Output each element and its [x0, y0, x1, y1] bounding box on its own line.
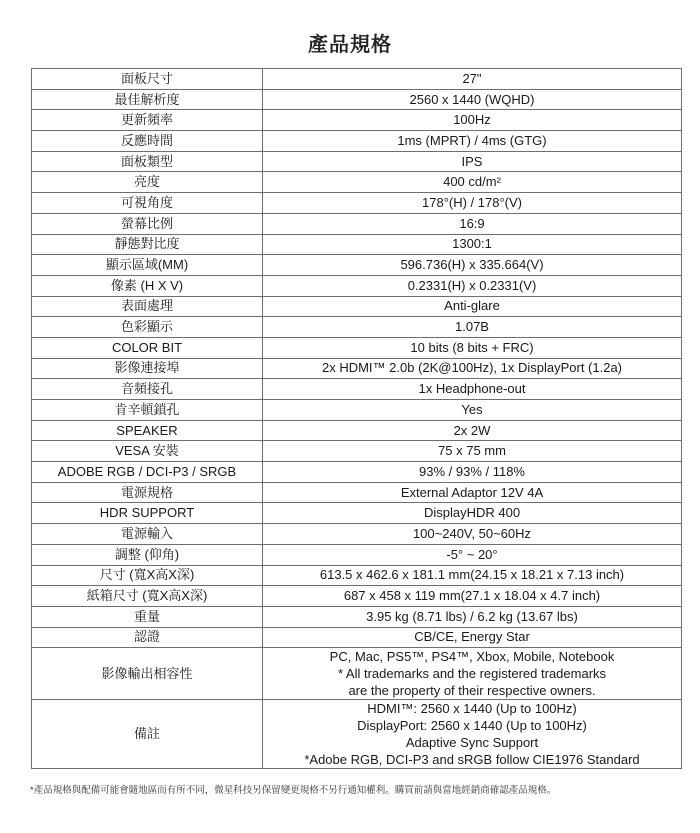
spec-value: 400 cd/m² — [263, 172, 682, 193]
spec-label: 色彩顯示 — [32, 317, 263, 338]
spec-row — [32, 255, 682, 276]
spec-label: HDR SUPPORT — [32, 503, 263, 524]
spec-row — [32, 358, 682, 379]
spec-value: IPS — [263, 151, 682, 172]
spec-row — [32, 565, 682, 586]
spec-row — [32, 131, 682, 152]
compat-line: * All trademarks and the registered trademarks — [337, 666, 607, 682]
spec-row — [32, 89, 682, 110]
spec-value: 27" — [263, 69, 682, 90]
spec-value: 10 bits (8 bits + FRC) — [263, 337, 682, 358]
spec-value: CB/CE, Energy Star — [263, 627, 682, 648]
spec-label: 電源輸入 — [32, 524, 263, 545]
compat-line: are the property of their respective owners. — [348, 683, 596, 699]
spec-row — [32, 193, 682, 214]
spec-label: 備註 — [32, 700, 263, 769]
spec-label: 音頻接孔 — [32, 379, 263, 400]
spec-row — [32, 441, 682, 462]
spec-value: 16:9 — [263, 213, 682, 234]
spec-label: 可視角度 — [32, 193, 263, 214]
spec-value: 613.5 x 462.6 x 181.1 mm(24.15 x 18.21 x 7.13 inch) — [263, 565, 682, 586]
spec-label: 影像輸出相容性 — [32, 648, 263, 700]
spec-label: 面板類型 — [32, 151, 263, 172]
footnote: *產品規格與配備可能會隨地區而有所不同，微星科技另保留變更規格不另行通知權利。購買前請與當地經銷商確認產品規格。 — [30, 785, 557, 796]
spec-value: External Adaptor 12V 4A — [263, 482, 682, 503]
spec-label: 螢幕比例 — [32, 213, 263, 234]
spec-row — [32, 69, 682, 90]
spec-value: 178°(H) / 178°(V) — [263, 193, 682, 214]
spec-value: 93% / 93% / 118% — [263, 462, 682, 483]
spec-label: 肯辛頓鎖孔 — [32, 400, 263, 421]
spec-row — [32, 462, 682, 483]
spec-row — [32, 482, 682, 503]
spec-label: 最佳解析度 — [32, 89, 263, 110]
spec-row — [32, 379, 682, 400]
spec-value: 1300:1 — [263, 234, 682, 255]
spec-table-body — [32, 69, 682, 769]
spec-label: 反應時間 — [32, 131, 263, 152]
spec-label: 像素 (H X V) — [32, 275, 263, 296]
spec-label: 尺寸 (寬X高X深) — [32, 565, 263, 586]
spec-label: 影像連接埠 — [32, 358, 263, 379]
spec-value — [263, 700, 682, 769]
spec-label: 靜態對比度 — [32, 234, 263, 255]
spec-label: 更新頻率 — [32, 110, 263, 131]
spec-row — [32, 606, 682, 627]
spec-table — [31, 68, 682, 769]
spec-label: 面板尺寸 — [32, 69, 263, 90]
spec-label: 亮度 — [32, 172, 263, 193]
spec-row — [32, 627, 682, 648]
spec-row — [32, 110, 682, 131]
page-title: 產品規格 — [308, 34, 392, 56]
spec-value: DisplayHDR 400 — [263, 503, 682, 524]
note-line: DisplayPort: 2560 x 1440 (Up to 100Hz) — [357, 718, 587, 734]
spec-row — [32, 151, 682, 172]
spec-row — [32, 172, 682, 193]
spec-label: 調整 (仰角) — [32, 544, 263, 565]
spec-label: 顯示區域(MM) — [32, 255, 263, 276]
spec-value: 2560 x 1440 (WQHD) — [263, 89, 682, 110]
spec-value: 1ms (MPRT) / 4ms (GTG) — [263, 131, 682, 152]
spec-row — [32, 503, 682, 524]
spec-row — [32, 544, 682, 565]
spec-row — [32, 524, 682, 545]
spec-value: 2x 2W — [263, 420, 682, 441]
note-line: *Adobe RGB, DCI-P3 and sRGB follow CIE1976 Standard — [304, 752, 640, 768]
spec-label: 電源規格 — [32, 482, 263, 503]
spec-row — [32, 420, 682, 441]
spec-row — [32, 337, 682, 358]
spec-value — [263, 648, 682, 700]
spec-value: 687 x 458 x 119 mm(27.1 x 18.04 x 4.7 inch) — [263, 586, 682, 607]
spec-value: 0.2331(H) x 0.2331(V) — [263, 275, 682, 296]
spec-row — [32, 400, 682, 421]
spec-row — [32, 275, 682, 296]
spec-value: 100Hz — [263, 110, 682, 131]
spec-label: SPEAKER — [32, 420, 263, 441]
spec-value: 100~240V, 50~60Hz — [263, 524, 682, 545]
spec-row — [32, 234, 682, 255]
note-line: Adaptive Sync Support — [405, 735, 539, 751]
spec-value: -5° ~ 20° — [263, 544, 682, 565]
spec-row — [32, 296, 682, 317]
spec-value: Yes — [263, 400, 682, 421]
spec-label: COLOR BIT — [32, 337, 263, 358]
note-line: HDMI™: 2560 x 1440 (Up to 100Hz) — [367, 701, 577, 717]
spec-label: ADOBE RGB / DCI-P3 / SRGB — [32, 462, 263, 483]
spec-row — [32, 213, 682, 234]
spec-value: Anti-glare — [263, 296, 682, 317]
spec-row-compatibility — [32, 648, 682, 700]
spec-value: 75 x 75 mm — [263, 441, 682, 462]
spec-row — [32, 317, 682, 338]
spec-row-notes — [32, 700, 682, 769]
spec-label: 表面處理 — [32, 296, 263, 317]
spec-value: 1.07B — [263, 317, 682, 338]
spec-value: 2x HDMI™ 2.0b (2K@100Hz), 1x DisplayPort (1.2a) — [263, 358, 682, 379]
compat-line: PC, Mac, PS5™, PS4™, Xbox, Mobile, Notebook — [329, 649, 615, 665]
spec-label: VESA 安裝 — [32, 441, 263, 462]
spec-label: 紙箱尺寸 (寬X高X深) — [32, 586, 263, 607]
spec-value: 596.736(H) x 335.664(V) — [263, 255, 682, 276]
spec-row — [32, 586, 682, 607]
spec-value: 3.95 kg (8.71 lbs) / 6.2 kg (13.67 lbs) — [263, 606, 682, 627]
spec-value: 1x Headphone-out — [263, 379, 682, 400]
spec-label: 重量 — [32, 606, 263, 627]
spec-label: 認證 — [32, 627, 263, 648]
